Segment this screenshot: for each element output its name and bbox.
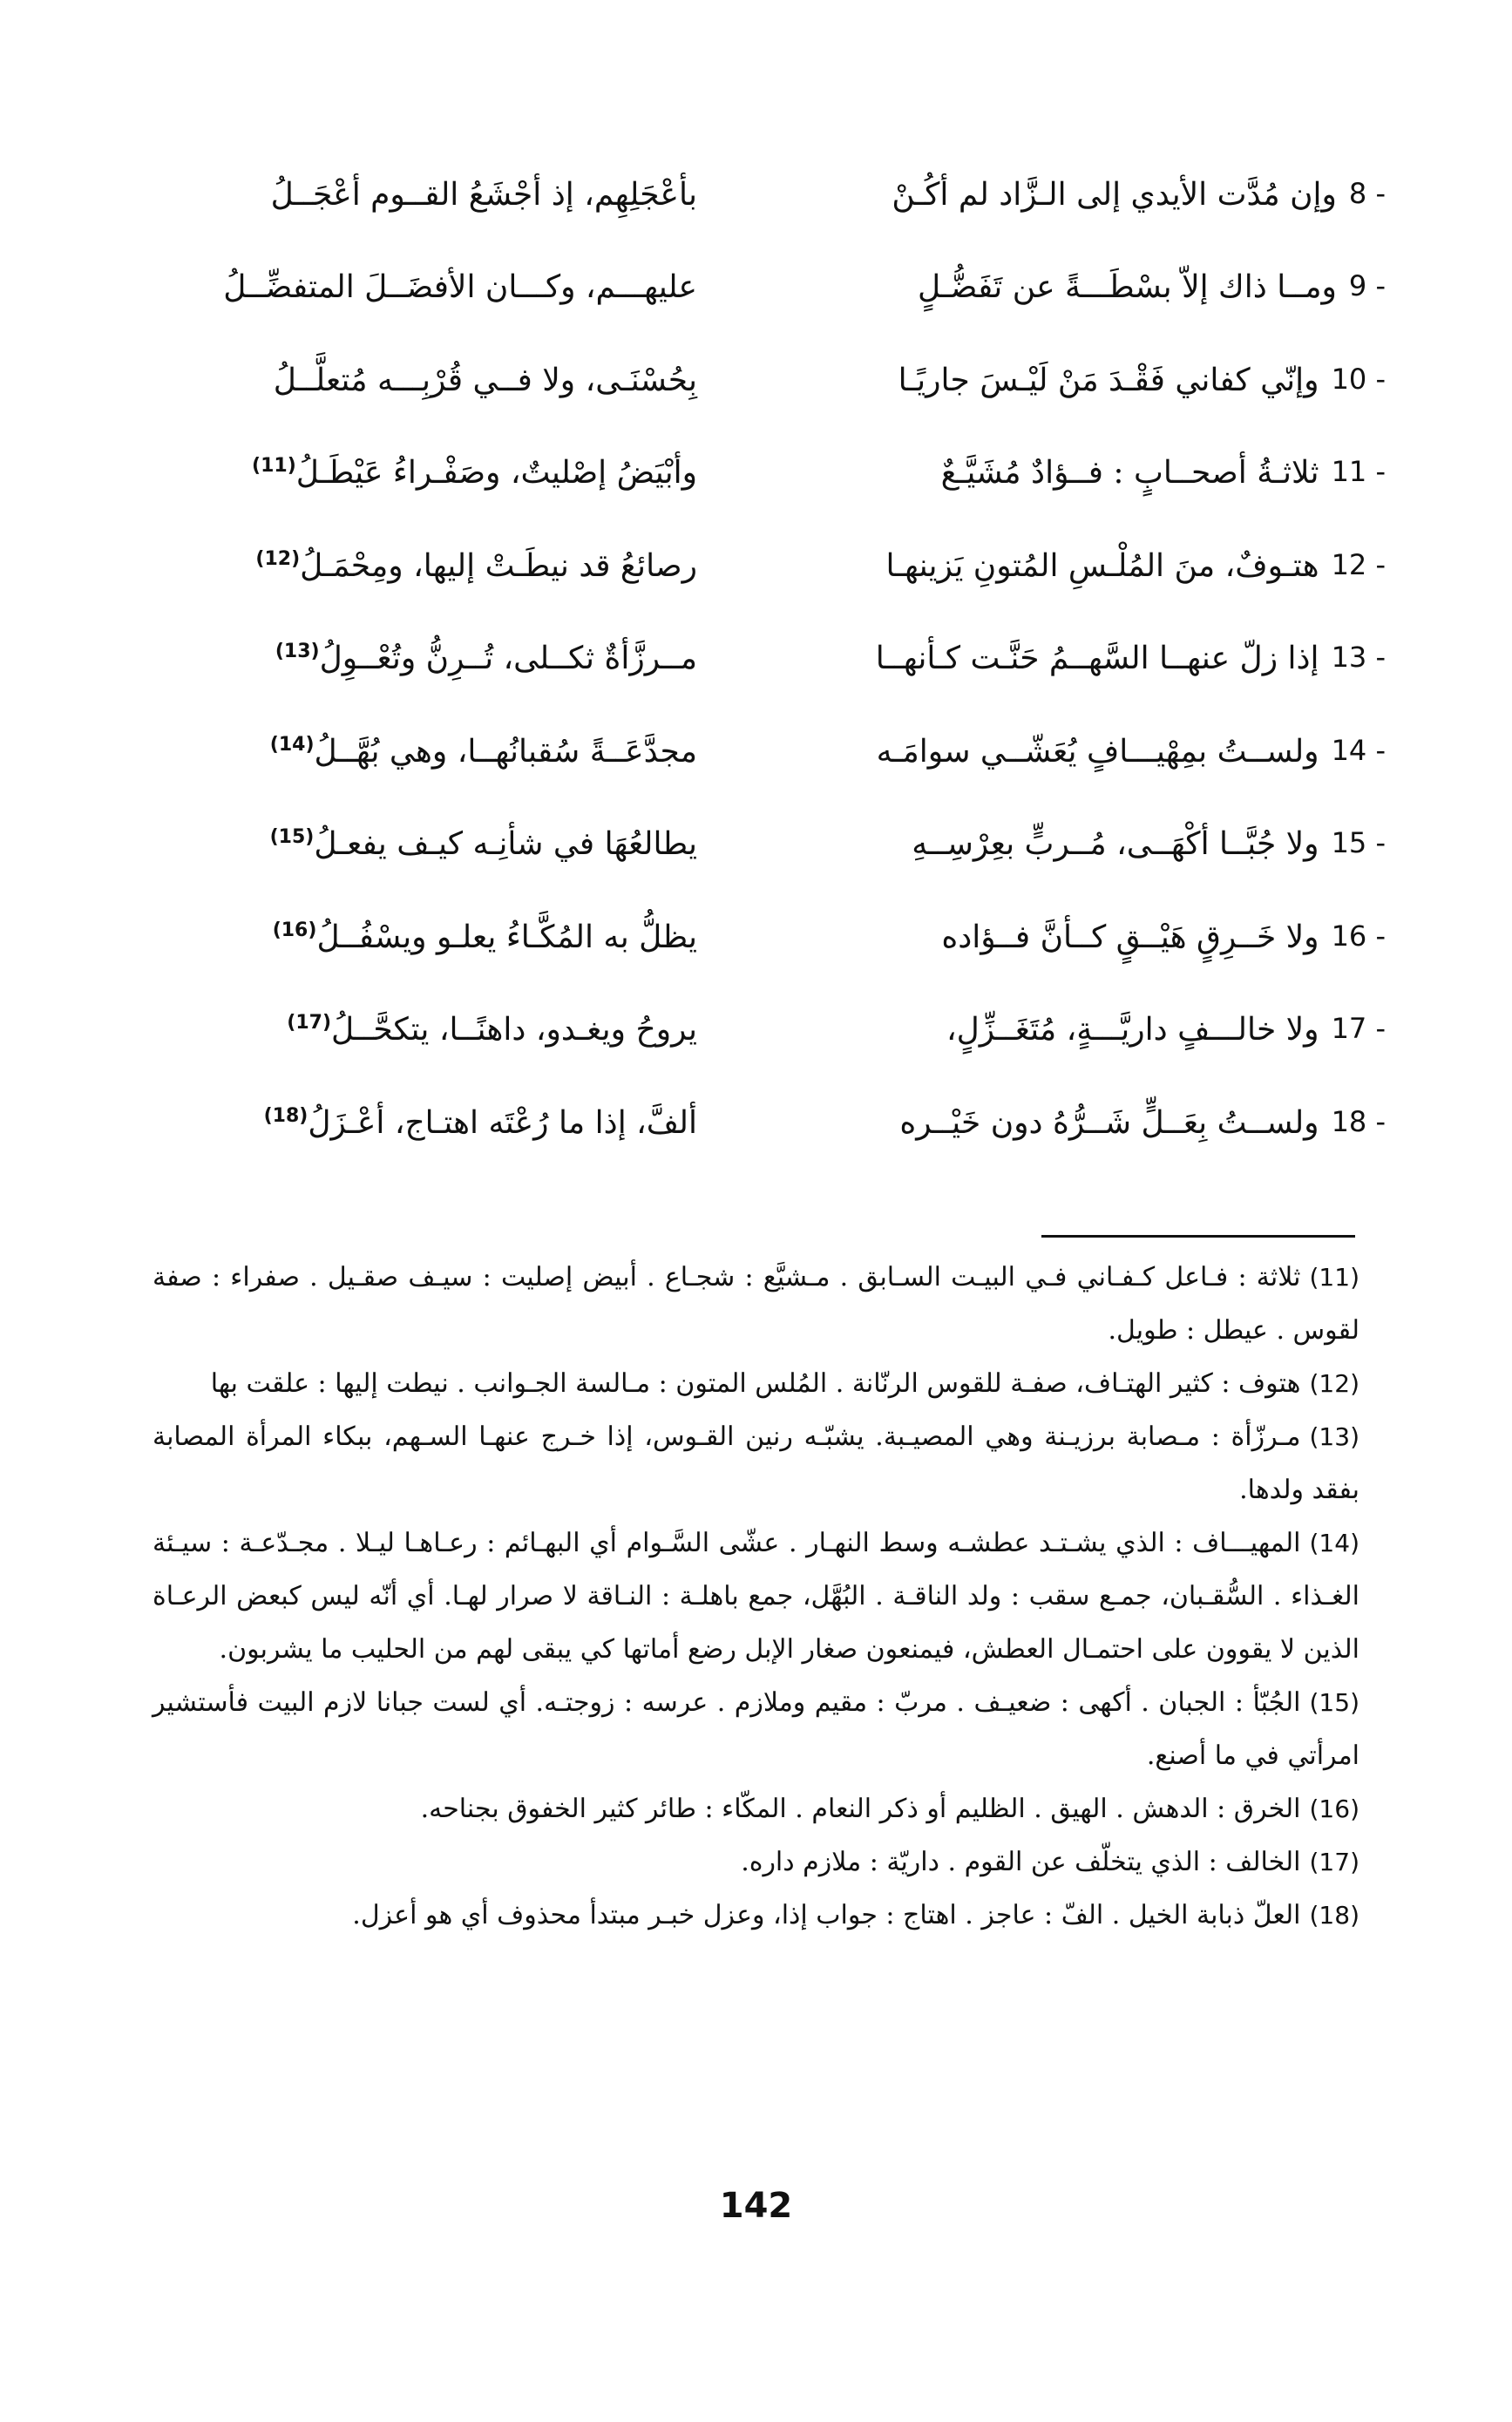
footnote-marker: (12) — [255, 547, 301, 570]
verse-second-hemistich — [157, 641, 697, 676]
verse-second-hemistich — [157, 548, 697, 584]
verse-number: 8 - — [1348, 176, 1386, 210]
footnote-marker: (13) — [275, 641, 320, 663]
footnote-text: ثلاثة : فـاعل كـفـاني فـي البيـت السـابق . مـشيَّع : شجـاع . أبيض إصليت : سيـف صقـيل . صفراء : صفة لقوس . عيطل : طويل. — [153, 1262, 1359, 1346]
verse-number: 9 - — [1348, 269, 1386, 303]
verse-second-text: بأعْجَلِهِم، إذ أجْشَعُ القــوم أعْجَــلُ — [270, 176, 697, 213]
verse-first-hemistich — [697, 177, 1386, 213]
verse-second-text: عليهـــم، وكـــان الأفضَــلَ المتفضِّــلُ — [223, 269, 697, 306]
footnote-number: (17) — [1309, 1848, 1359, 1876]
verse-line — [157, 1076, 1386, 1170]
verse-second-text: بِحُسْنَـى، ولا فــي قُرْبِـــه مُتعلَّــلُ — [273, 362, 697, 398]
verse-second-hemistich — [157, 826, 697, 862]
verse-number: 16 - — [1331, 919, 1386, 953]
verse-line — [157, 798, 1386, 892]
verse-number: 10 - — [1331, 362, 1386, 396]
verse-first-text: هتـوفٌ، منَ المُلْـسِ المُتونِ يَزينهـا — [885, 547, 1319, 584]
verse-number: 11 - — [1331, 455, 1386, 489]
verse-second-text: مجدَّعَــةً سُقبانُهــا، وهي بُهَّــلُ — [314, 733, 697, 770]
footnote-number: (11) — [1309, 1263, 1359, 1292]
verse-second-hemistich — [157, 919, 697, 955]
verse-number: 12 - — [1331, 547, 1386, 581]
footnote-number: (15) — [1309, 1688, 1359, 1717]
verse-line — [157, 241, 1386, 335]
footnote-text: مـرزّأة : مـصابة برزيـنة وهي المصيـبة. يشبّـه رنين القـوس، إذا خـرج عنهـا السـهم، ببكاء المرأة المصابة بفقد ولدها. — [153, 1421, 1359, 1505]
verse-second-text: مــرزَّأةٌ ثكــلى، تُــرِنُّ وتُعْــوِلُ — [319, 641, 697, 677]
poem — [157, 148, 1386, 1170]
footnote-text: المهيـــاف : الذي يشـتـد عطشـه وسط النهـار . عشّى السَّـوام أي البهـائم : رعـاهـا ليـلا . مجـدّعـة : سيـئة الغـذاء . السُّقـبان، جمـع سقب : ولد الناقـة . البُهَّل، جمع باهلـة : النـاقة لا صرار لهـا. أي أنّه ليس كبعض الرعـاة الذين لا يقوون على احتمـال العطش، فيمنعون صغار الإبل رضع أماتها كي يبقى لهم من الحليب ما يشربون. — [153, 1528, 1360, 1665]
verse-first-hemistich — [697, 641, 1386, 676]
verse-first-text: ولا جُبَّــا أكْهَــى، مُــربٍّ بعِرْسِــهِ — [912, 826, 1319, 863]
footnote-text: هتوف : كثير الهتـاف، صفـة للقوس الرنّانة . المُلس المتون : مـالسة الجـوانب . نيطت إليها : علقت بها — [210, 1368, 1301, 1399]
verse-second-text: رصائعُ قد نيطَـتْ إليها، ومِحْمَـلُ — [300, 547, 697, 584]
footnote-number: (13) — [1309, 1422, 1359, 1451]
footnote-number: (12) — [1309, 1369, 1359, 1398]
verse-line — [157, 705, 1386, 798]
verse-first-text: وإنّي كفاني فَقْـدَ مَنْ لَيْـسَ جاريًـا — [898, 362, 1319, 398]
verse-first-text: ولســتُ بِعَــلٍّ شَــرُّهُ دون خَيْــره — [899, 1104, 1319, 1141]
page-number: 142 — [719, 2186, 793, 2226]
footnote-marker: (15) — [269, 826, 315, 849]
footnote-marker: (18) — [263, 1104, 309, 1127]
footnotes — [153, 1251, 1359, 1942]
footnote — [153, 1889, 1359, 1942]
verse-second-hemistich — [157, 734, 697, 770]
verse-first-text: ثلاثـةُ أصحــابٍ : فــؤادٌ مُشَيَّـعٌ — [940, 455, 1319, 492]
verse-first-text: ولســتُ بمِهْيـــافٍ يُعَشّــي سوامَـه — [876, 733, 1319, 770]
verse-first-hemistich — [697, 1012, 1386, 1048]
verse-first-hemistich — [697, 919, 1386, 955]
verse-second-hemistich — [157, 1012, 697, 1048]
verse-second-hemistich — [157, 177, 697, 213]
footnote — [153, 1516, 1359, 1676]
verse-number: 13 - — [1331, 641, 1386, 675]
footnote-text: الخالف : الذي يتخلّف عن القوم . داريّة : ملازم داره. — [741, 1847, 1301, 1877]
footnote — [153, 1835, 1359, 1889]
verse-second-text: ألفَّ، إذا ما رُعْتَه اهتـاج، أعْـزَلُ — [308, 1104, 697, 1141]
verse-number: 14 - — [1331, 733, 1386, 767]
verse-second-hemistich — [157, 363, 697, 398]
verse-first-hemistich — [697, 363, 1386, 398]
verse-line — [157, 891, 1386, 984]
footnote-number: (18) — [1309, 1901, 1359, 1930]
verse-first-hemistich — [697, 455, 1386, 491]
verse-first-hemistich — [697, 548, 1386, 584]
footnote — [153, 1676, 1359, 1782]
footnote-marker: (16) — [272, 919, 317, 941]
footnote — [153, 1782, 1359, 1835]
footnote-marker: (14) — [269, 733, 315, 756]
verse-first-hemistich — [697, 734, 1386, 770]
footnote-text: العلّ ذبابة الخيل . الفّ : عاجز . اهتاج : جواب إذا، وعزل خبـر مبتدأ محذوف أي هو أعزل. — [352, 1900, 1301, 1930]
verse-first-hemistich — [697, 269, 1386, 305]
verse-first-hemistich — [697, 826, 1386, 862]
verse-first-text: ولا خَــرِقٍ هَيْــقٍ كــأنَّ فــؤاده — [941, 919, 1319, 955]
footnote-number: (14) — [1309, 1529, 1359, 1557]
verse-second-text: يطالعُهَا في شأنِـه كيـف يفعـلُ — [314, 826, 697, 863]
footnote-marker: (17) — [287, 1012, 332, 1035]
footnote-divider — [1041, 1235, 1355, 1238]
verse-second-text: يروحُ ويغـدو، داهنًــا، يتكحَّــلُ — [331, 1012, 697, 1048]
verse-first-text: وإن مُدَّت الأيدي إلى الـزَّاد لم أكُـنْ — [892, 176, 1337, 213]
verse-first-hemistich — [697, 1105, 1386, 1141]
verse-line — [157, 334, 1386, 427]
verse-second-text: يظلُّ به المُكَّـاءُ يعلـو ويسْفُــلُ — [316, 919, 697, 955]
verse-first-text: ومــا ذاك إلاّ بسْطَـــةً عن تَفَضُّـلٍ — [917, 269, 1337, 306]
verse-second-hemistich — [157, 1105, 697, 1141]
footnote-text: الخرق : الدهش . الهيق . الظليم أو ذكر النعام . المكّاء : طائر كثير الخفوق بجناحه. — [420, 1794, 1301, 1824]
verse-number: 18 - — [1331, 1104, 1386, 1138]
verse-line — [157, 519, 1386, 613]
footnote — [153, 1357, 1359, 1410]
footnote — [153, 1410, 1359, 1516]
verse-second-hemistich — [157, 455, 697, 491]
footnote-text: الجُبّأ : الجبان . أكهى : ضعيـف . مربّ : مقيم وملازم . عرسه : زوجتـه. أي لست جبانا لازم البيت فأستشير امرأتي في ما أصنع. — [153, 1687, 1359, 1771]
footnote-number: (16) — [1309, 1794, 1359, 1823]
verse-second-text: وأبْيَضُ إصْليتٌ، وصَفْـراءُ عَيْطَـلُ — [295, 455, 697, 492]
verse-number: 17 - — [1331, 1012, 1386, 1046]
verse-first-text: ولا خالـــفٍ داريَّـــةٍ، مُتَغَــزِّلٍ، — [946, 1012, 1319, 1048]
verse-number: 15 - — [1331, 826, 1386, 860]
verse-line — [157, 984, 1386, 1077]
verse-first-text: إذا زلّ عنهــا السَّهــمُ حَنَّـت كـأنهــا — [875, 641, 1319, 677]
footnote — [153, 1251, 1359, 1357]
verse-line — [157, 148, 1386, 241]
verse-line — [157, 613, 1386, 706]
verse-second-hemistich — [157, 269, 697, 305]
verse-line — [157, 427, 1386, 520]
footnote-marker: (11) — [252, 455, 296, 478]
